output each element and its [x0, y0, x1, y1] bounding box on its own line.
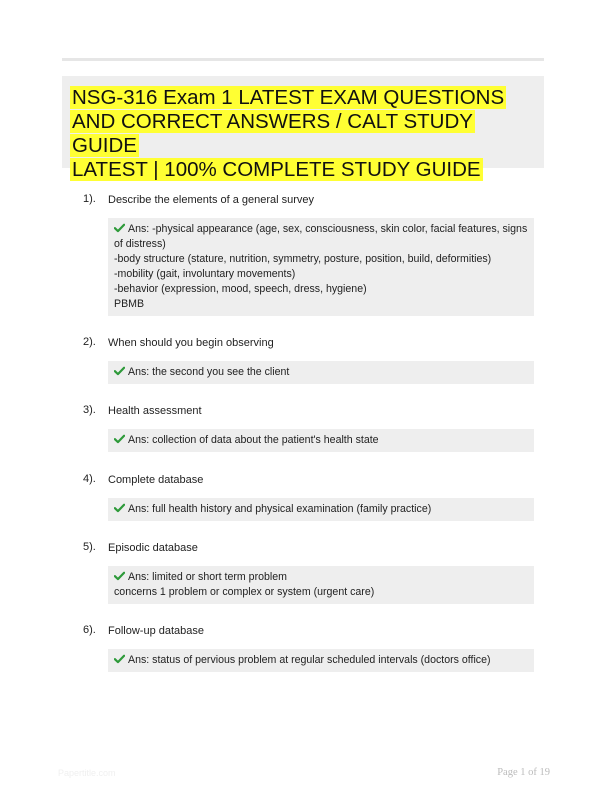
- title-line-3: LATEST | 100% COMPLETE STUDY GUIDE: [72, 158, 481, 181]
- answer-box: [108, 429, 534, 452]
- answer-line: Ans: full health history and physical examination (family practice): [114, 502, 528, 517]
- footer-watermark: Papertitle.com: [58, 768, 116, 778]
- answer-box: [108, 218, 534, 316]
- answer-line: Ans: collection of data about the patient's health state: [114, 433, 528, 448]
- title-box: [62, 76, 544, 181]
- answer-line: Ans: status of pervious problem at regular scheduled intervals (doctors office): [114, 653, 528, 668]
- answer-line: concerns 1 problem or complex or system (urgent care): [114, 586, 375, 598]
- answer-box: [108, 649, 534, 672]
- check-icon: [114, 654, 125, 664]
- check-icon: [114, 223, 125, 233]
- page-number: Page 1 of 19: [497, 767, 550, 778]
- title-line-2: AND CORRECT ANSWERS / CALT STUDY GUIDE: [72, 110, 473, 157]
- question-number: 3).: [83, 404, 96, 416]
- question-text: When should you begin observing: [108, 337, 274, 349]
- question-text: Episodic database: [108, 542, 198, 554]
- answer-line: -behavior (expression, mood, speech, dress, hygiene): [114, 283, 367, 295]
- answer-line: -mobility (gait, involuntary movements): [114, 268, 296, 280]
- question-number: 1).: [83, 193, 96, 205]
- page-title: [70, 86, 536, 182]
- question-text: Describe the elements of a general survey: [108, 194, 315, 206]
- question-text: Follow-up database: [108, 625, 205, 637]
- answer-line: PBMB: [114, 298, 145, 310]
- question-number: 4).: [83, 473, 96, 485]
- answer-box: [108, 498, 534, 521]
- answer-line: Ans: -physical appearance (age, sex, consciousness, skin color, facial features, signs: [114, 222, 528, 237]
- answer-line: Ans: the second you see the client: [114, 365, 528, 380]
- check-icon: [114, 434, 125, 444]
- answer-box: [108, 361, 534, 384]
- answer-line: of distress): [114, 238, 166, 250]
- answer-line: -body structure (stature, nutrition, symmetry, posture, position, build, deformities): [114, 253, 492, 265]
- answer-line: Ans: limited or short term problem: [114, 570, 528, 585]
- answer-box: [108, 566, 534, 604]
- question-text: Complete database: [108, 474, 204, 486]
- title-line-1: NSG-316 Exam 1 LATEST EXAM QUESTIONS: [72, 86, 505, 109]
- check-icon: [114, 503, 125, 513]
- question-number: 5).: [83, 541, 96, 553]
- question-number: 2).: [83, 336, 96, 348]
- top-rule: [62, 58, 544, 61]
- question-text: Health assessment: [108, 405, 202, 417]
- check-icon: [114, 366, 125, 376]
- check-icon: [114, 571, 125, 581]
- question-number: 6).: [83, 624, 96, 636]
